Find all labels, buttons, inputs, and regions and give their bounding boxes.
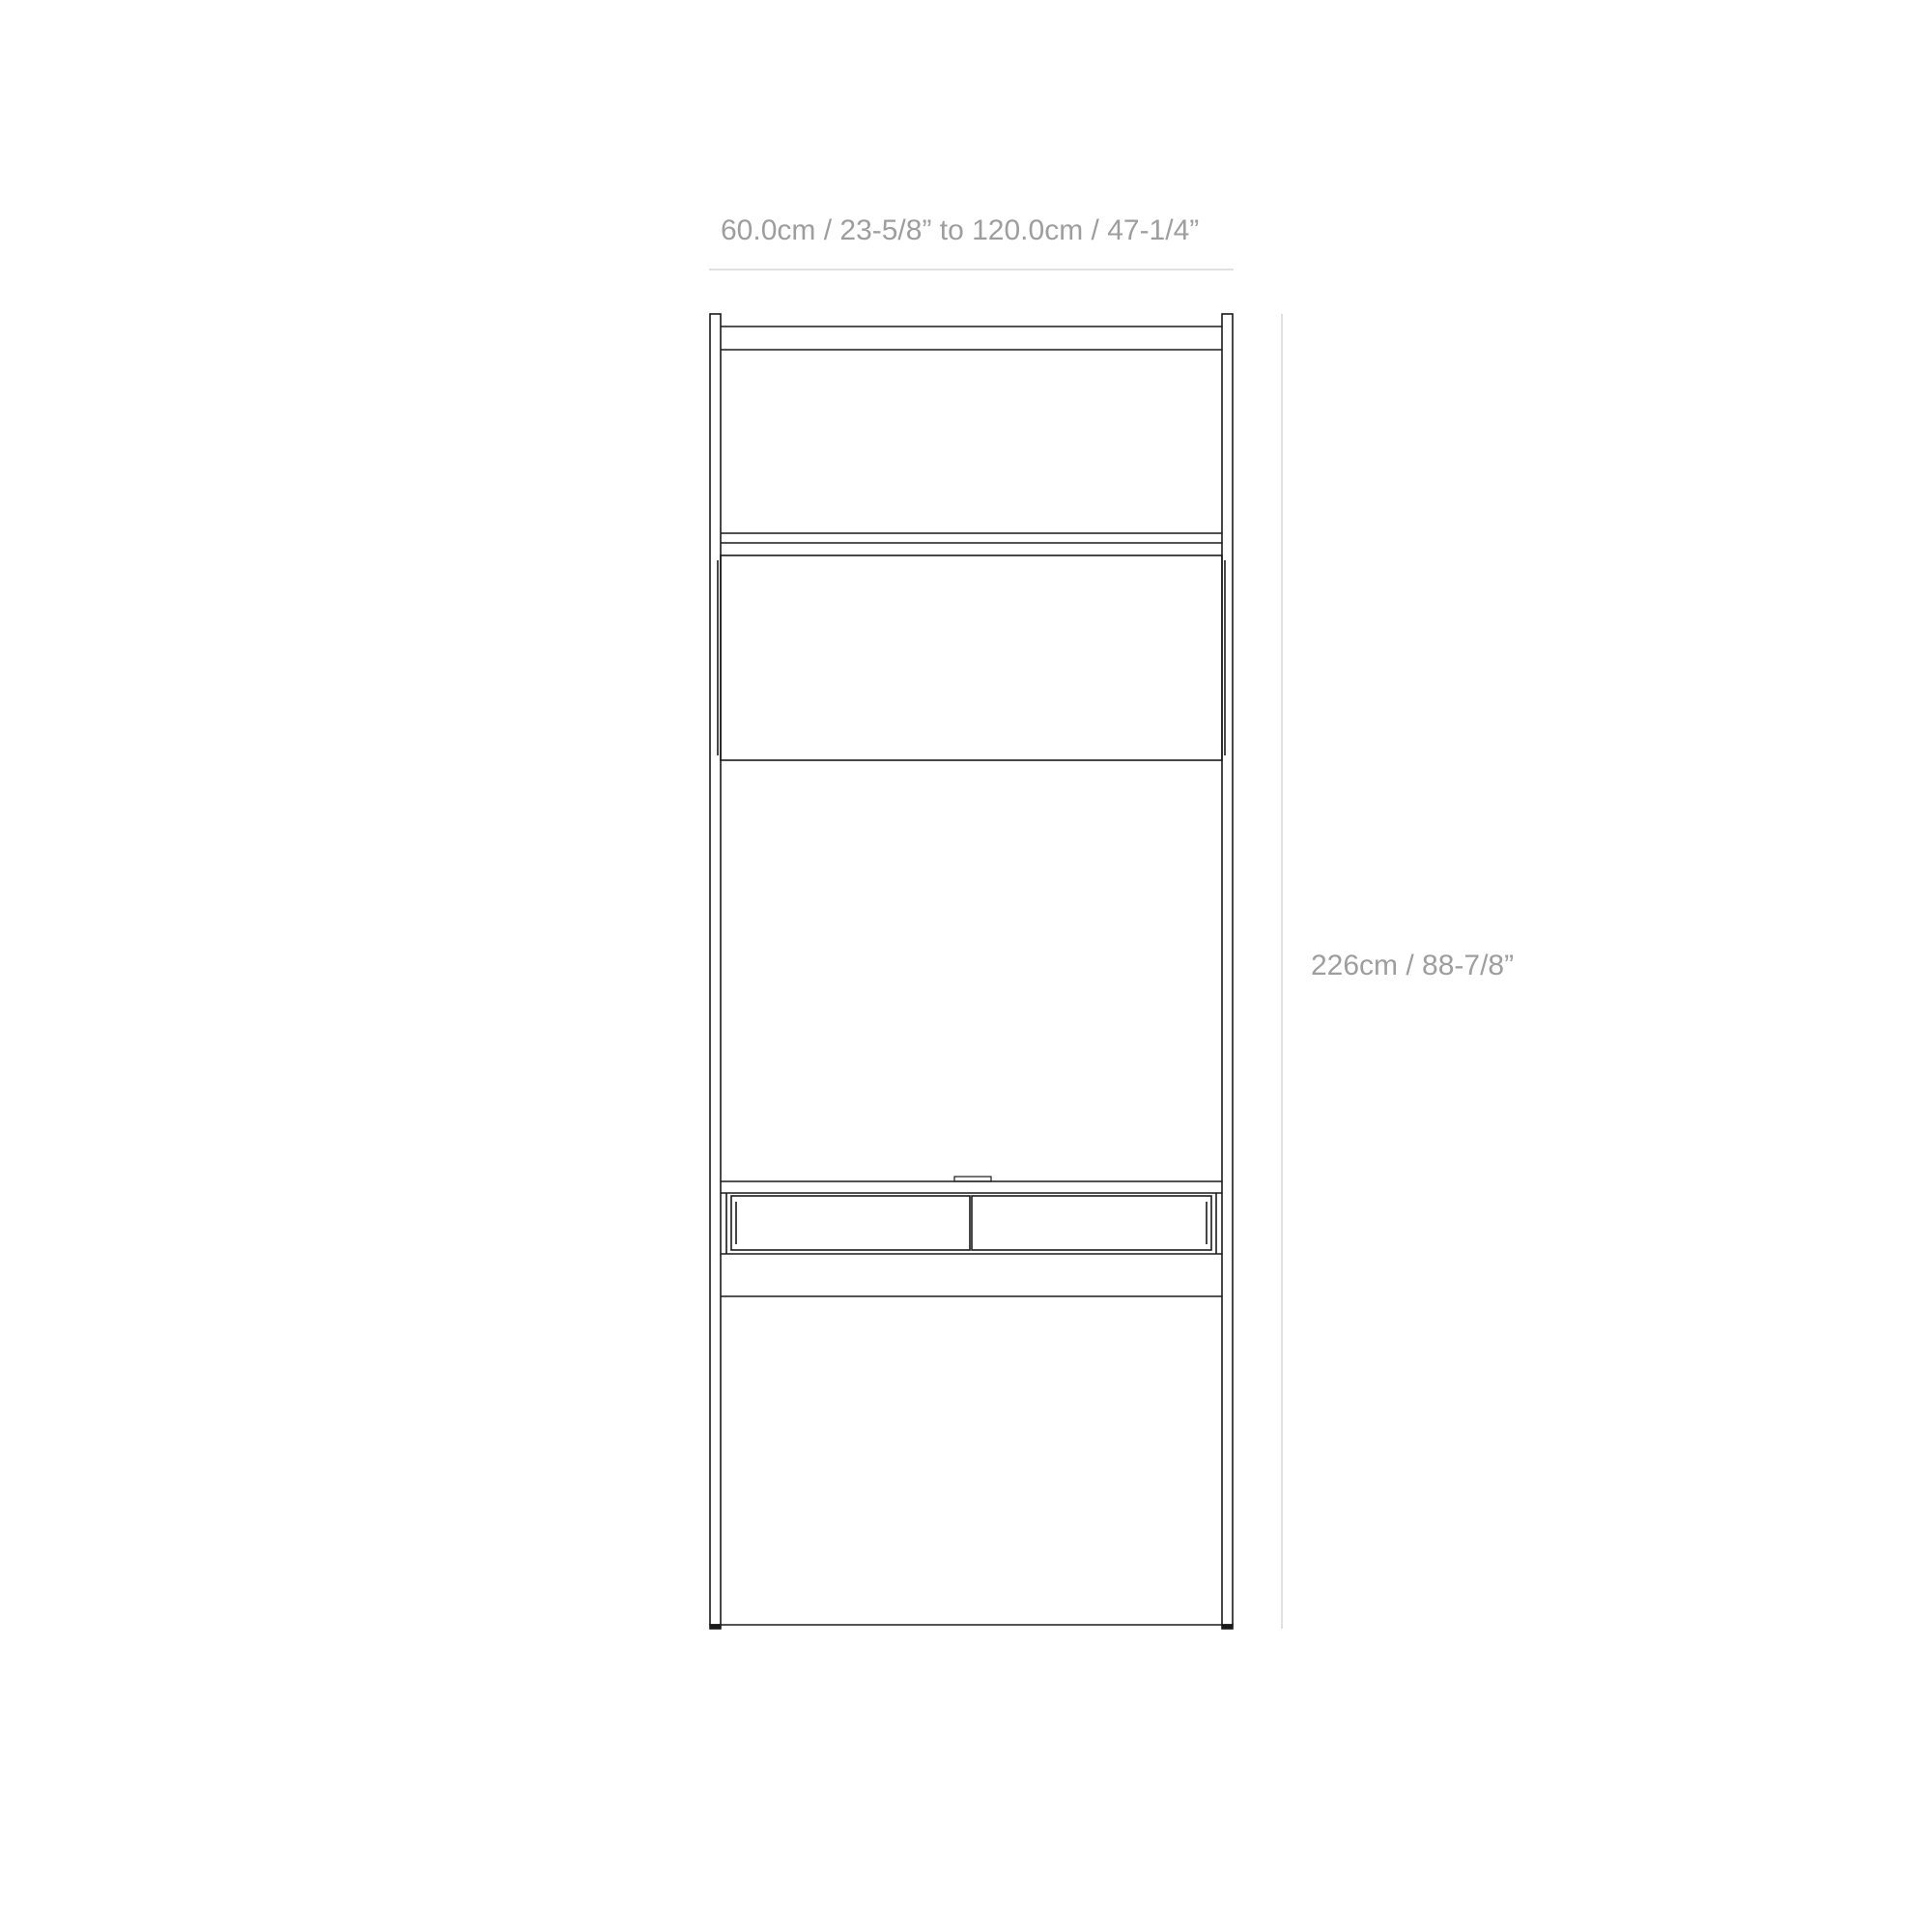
right-post xyxy=(1222,314,1233,1625)
right-foot xyxy=(1222,1625,1233,1629)
drawer-right xyxy=(972,1196,1211,1250)
left-post xyxy=(710,314,721,1625)
upper-shelf xyxy=(721,533,1222,543)
upper-cabinet-panel xyxy=(718,555,1225,760)
desk-surface xyxy=(721,1177,1222,1193)
top-shelf xyxy=(721,327,1222,350)
left-foot xyxy=(710,1625,721,1629)
width-dimension-label: 60.0cm / 23-5/8” to 120.0cm / 47-1/4” xyxy=(721,214,1200,246)
height-dimension-label: 226cm / 88-7/8” xyxy=(1311,950,1515,981)
drawer-left xyxy=(731,1196,970,1250)
